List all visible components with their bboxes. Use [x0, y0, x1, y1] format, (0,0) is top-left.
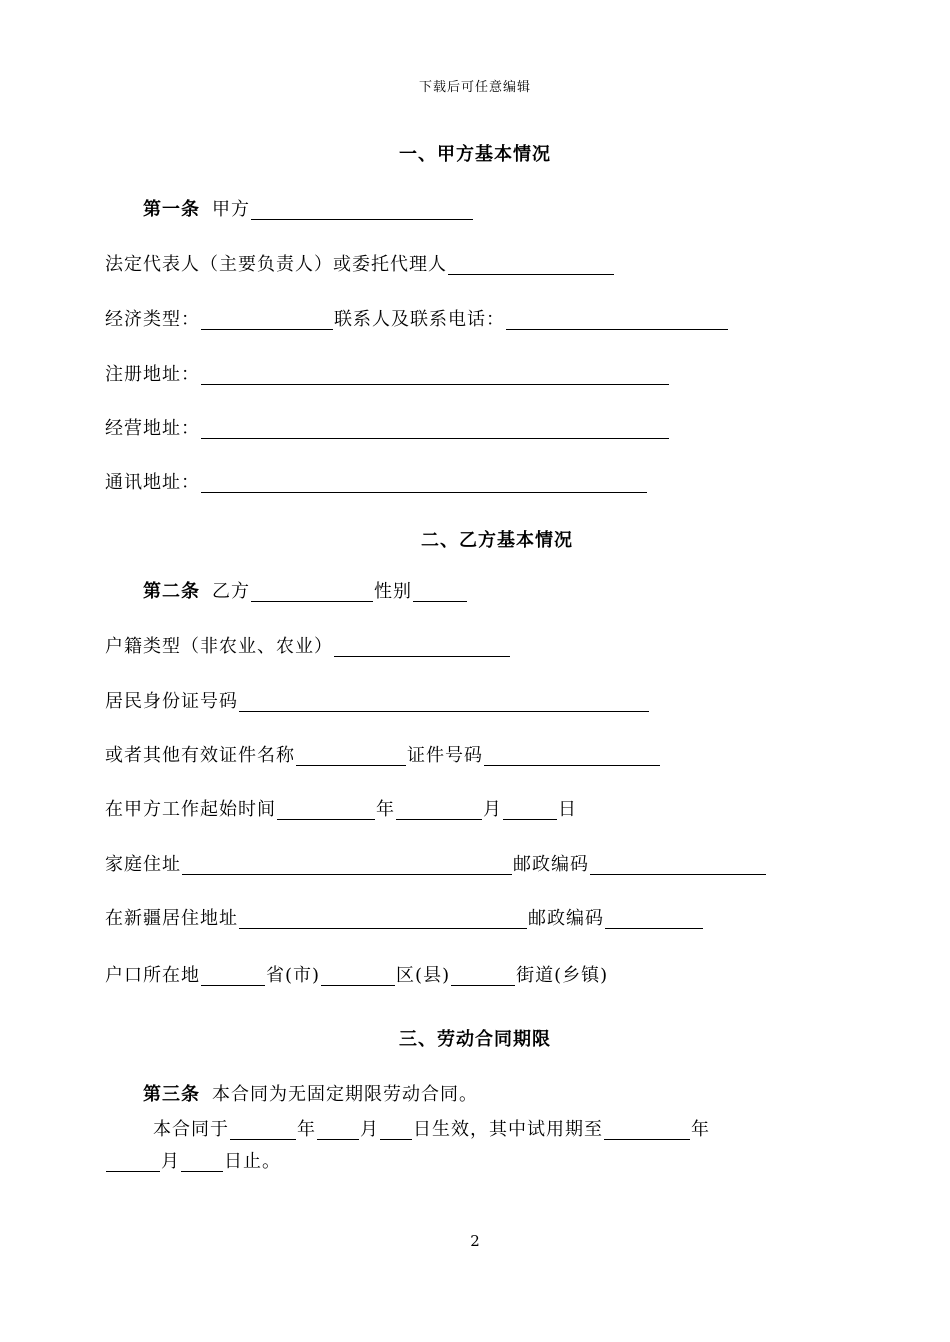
other-cert-label: 或者其他有效证件名称	[105, 745, 295, 766]
article-3-line	[143, 1083, 478, 1107]
reg-addr-label: 注册地址：	[105, 364, 200, 385]
biz-addr-blank[interactable]	[201, 418, 669, 439]
biz-addr-line	[105, 417, 670, 441]
province-label: 省(市)	[266, 965, 321, 986]
contact-label: 联系人及联系电话：	[334, 309, 505, 330]
article-2-label: 第二条	[143, 581, 200, 602]
term-day-blank[interactable]	[380, 1119, 412, 1140]
province-blank[interactable]	[201, 965, 265, 986]
postcode-label: 邮政编码	[513, 854, 589, 875]
party-a-blank[interactable]	[251, 199, 473, 220]
article-2-line	[143, 580, 468, 604]
term-month-label: 月	[360, 1119, 379, 1140]
household-type-blank[interactable]	[334, 636, 510, 657]
household-type-label: 户籍类型（非农业、农业）	[105, 636, 333, 657]
hukou-label: 户口所在地	[105, 965, 200, 986]
party-b-label: 乙方	[212, 581, 250, 602]
gender-label: 性别	[374, 581, 412, 602]
term-dates-line	[153, 1118, 710, 1142]
econ-type-label: 经济类型：	[105, 309, 200, 330]
section-heading-party-b: 二、乙方基本情况	[421, 530, 573, 551]
household-type-line	[105, 635, 511, 659]
xj-addr-label: 在新疆居住地址	[105, 908, 238, 929]
postcode2-blank[interactable]	[605, 908, 703, 929]
district-blank[interactable]	[321, 965, 395, 986]
page-number: 2	[470, 1232, 480, 1250]
term-year-blank[interactable]	[230, 1119, 296, 1140]
legal-rep-label: 法定代表人（主要负责人）或委托代理人	[105, 254, 447, 275]
mail-addr-line	[105, 471, 648, 495]
start-time-line	[105, 798, 577, 822]
party-a-label: 甲方	[212, 199, 250, 220]
term-start-label: 本合同于	[153, 1119, 229, 1140]
gender-blank[interactable]	[413, 581, 467, 602]
term-text: 本合同为无固定期限劳动合同。	[212, 1084, 478, 1105]
xj-addr-blank[interactable]	[239, 908, 527, 929]
other-cert-blank[interactable]	[296, 745, 406, 766]
street-blank[interactable]	[451, 965, 515, 986]
biz-addr-label: 经营地址：	[105, 418, 200, 439]
term-effect-label: 日生效，其中试用期至	[413, 1119, 603, 1140]
econ-type-line	[105, 308, 729, 332]
section-heading-term: 三、劳动合同期限	[399, 1029, 551, 1050]
legal-rep-blank[interactable]	[448, 254, 614, 275]
id-number-label: 居民身份证号码	[105, 691, 238, 712]
probation-day-blank[interactable]	[181, 1151, 223, 1172]
start-day-blank[interactable]	[503, 799, 557, 820]
home-addr-label: 家庭住址	[105, 854, 181, 875]
page-header: 下载后可任意编辑	[418, 80, 531, 95]
probation-year-label: 年	[691, 1119, 710, 1140]
section-heading-party-a: 一、甲方基本情况	[399, 144, 551, 165]
probation-year-blank[interactable]	[604, 1119, 690, 1140]
district-label: 区(县)	[396, 965, 451, 986]
id-number-line	[105, 690, 650, 714]
id-number-blank[interactable]	[239, 691, 649, 712]
reg-addr-line	[105, 363, 670, 387]
street-label: 街道(乡镇)	[516, 965, 609, 986]
article-1-label: 第一条	[143, 199, 200, 220]
home-addr-line	[105, 853, 767, 877]
term-year-label: 年	[297, 1119, 316, 1140]
mail-addr-blank[interactable]	[201, 472, 647, 493]
article-3-label: 第三条	[143, 1084, 200, 1105]
legal-rep-line	[105, 253, 615, 277]
postcode-blank[interactable]	[590, 854, 766, 875]
start-month-blank[interactable]	[396, 799, 482, 820]
probation-month-label: 月	[161, 1151, 180, 1172]
probation-end-label: 日止。	[224, 1151, 281, 1172]
reg-addr-blank[interactable]	[201, 364, 669, 385]
start-time-label: 在甲方工作起始时间	[105, 799, 276, 820]
home-addr-blank[interactable]	[182, 854, 512, 875]
cert-number-blank[interactable]	[484, 745, 660, 766]
probation-month-blank[interactable]	[106, 1151, 160, 1172]
other-cert-line	[105, 744, 661, 768]
year-label: 年	[376, 799, 395, 820]
article-1-line	[143, 198, 474, 222]
day-label: 日	[558, 799, 577, 820]
month-label: 月	[483, 799, 502, 820]
econ-type-blank[interactable]	[201, 309, 333, 330]
xj-addr-line	[105, 907, 704, 931]
cert-number-label: 证件号码	[407, 745, 483, 766]
party-b-blank[interactable]	[251, 581, 373, 602]
contact-blank[interactable]	[506, 309, 728, 330]
start-year-blank[interactable]	[277, 799, 375, 820]
term-month-blank[interactable]	[317, 1119, 359, 1140]
hukou-line	[105, 964, 608, 988]
mail-addr-label: 通讯地址：	[105, 472, 200, 493]
probation-end-line	[105, 1150, 281, 1174]
postcode2-label: 邮政编码	[528, 908, 604, 929]
